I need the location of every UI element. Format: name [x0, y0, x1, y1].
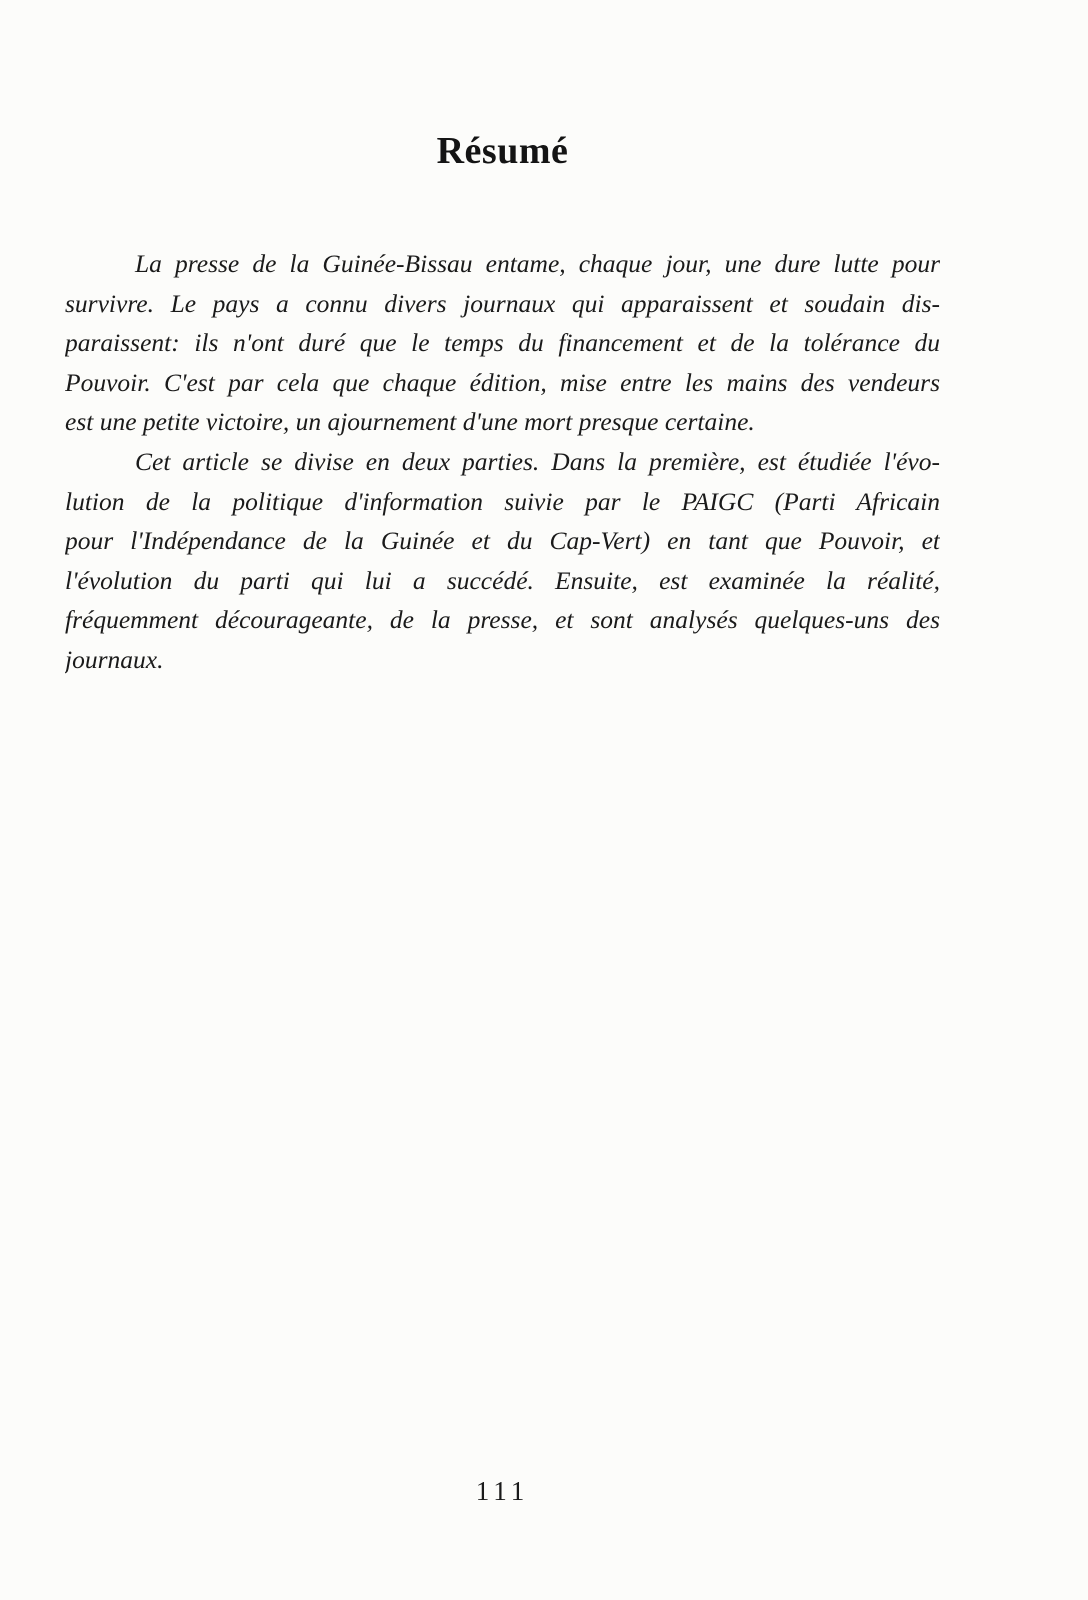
text-line: Pouvoir. C'est par cela que chaque édition, mise entre les mains des vendeurs: [65, 367, 940, 397]
text-line: survivre. Le pays a connu divers journaux qui apparaissent et soudain dis-: [65, 288, 940, 318]
text-line: pour l'Indépendance de la Guinée et du Cap-Vert) en tant que Pouvoir, et: [65, 526, 940, 556]
text-line: journaux.: [65, 644, 164, 674]
page-number: 111: [475, 1476, 530, 1506]
text-line: Cet article se divise en deux parties. Dans la première, est étudiée l'évo-: [135, 446, 940, 476]
text-line: La presse de la Guinée-Bissau entame, chaque jour, une dure lutte pour: [135, 249, 940, 278]
text-line: est une petite victoire, un ajournement d'une mort presque certaine.: [65, 407, 755, 437]
text-line: l'évolution du parti qui lui a succédé. Ensuite, est examinée la réalité,: [65, 565, 940, 595]
text-line: fréquemment décourageante, de la presse, et sont analysés quelques-uns des: [65, 605, 940, 635]
text-line: paraissent: ils n'ont duré que le temps du financement et de la tolérance du: [65, 328, 940, 358]
text-line: lution de la politique d'information suivie par le PAIGC (Parti Africain: [65, 486, 940, 516]
page-title: Résumé: [436, 130, 569, 173]
abstract-text: [65, 244, 940, 680]
